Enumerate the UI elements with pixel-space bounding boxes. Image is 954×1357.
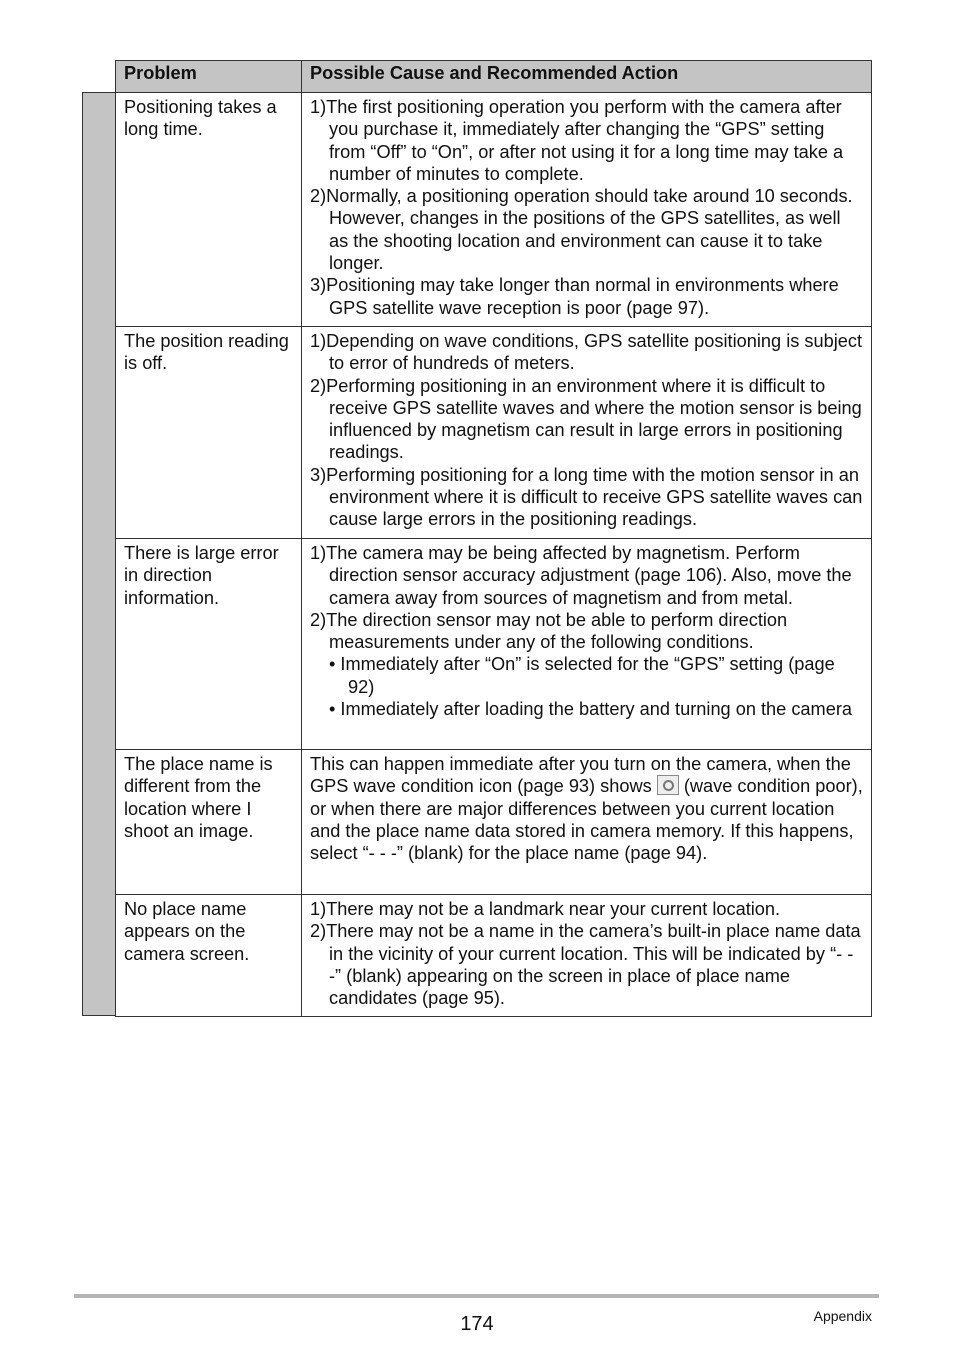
table-row xyxy=(116,327,872,539)
action-item: 3)Performing positioning for a long time with the motion sensor in an environment where it is difficult to receive GPS satellite waves can cause large errors in the positioning readings. xyxy=(310,464,863,530)
action-text: (wave condition poor), or when there are major differences between you current location and the place name data stored in camera memory. If this happens, select “- - -” (blank) for the place name (page 94). xyxy=(310,776,863,864)
action-item: 2)Performing positioning in an environment where it is difficult to receive GPS satellite waves and where the motion sensor is being influenced by magnetism can result in large errors in positioning readings. xyxy=(310,375,862,463)
action-cell xyxy=(302,895,872,1017)
action-item: 1)The camera may be being affected by magnetism. Perform direction sensor accuracy adjustment (page 106). Also, move the camera away from sources of magnetism and from metal. xyxy=(310,543,852,608)
action-item: 1)There may not be a landmark near your current location. xyxy=(310,899,781,919)
action-item: 1)Depending on wave conditions, GPS satellite positioning is subject to error of hundreds of meters. xyxy=(310,331,863,374)
wave-condition-poor-icon xyxy=(657,775,679,795)
table-row xyxy=(116,93,872,327)
table-row xyxy=(116,750,872,895)
action-cell xyxy=(302,539,872,750)
condition-bullet: • Immediately after loading the battery and turning on the camera xyxy=(329,699,852,720)
action-cell xyxy=(302,93,872,327)
action-cell xyxy=(302,327,872,539)
footer-rule xyxy=(74,1294,879,1298)
problem-cell: There is large error in direction information. xyxy=(116,539,302,750)
problem-cell: The position reading is off. xyxy=(116,327,302,539)
action-column-header: Possible Cause and Recommended Action xyxy=(302,61,872,93)
action-item: 1)The first positioning operation you perform with the camera after you purchase it, immediately after changing the “GPS” setting from “Off” to “On”, or after not using it for a long time may take a number of minutes to complete. xyxy=(310,97,844,184)
problem-cell: Positioning takes a long time. xyxy=(116,93,302,327)
action-item: 2)There may not be a name in the camera’s built-in place name data in the vicinity of your current location. This will be indicated by “- - -” (blank) appearing on the screen in place of place name candidates (page 95). xyxy=(310,921,861,1009)
page-number: 174 xyxy=(460,1313,494,1335)
action-text: This can happen immediate after you turn on the camera, when the GPS wave condition icon (page 93) shows xyxy=(310,754,851,797)
problem-column-header: Problem xyxy=(116,61,302,93)
troubleshooting-table xyxy=(115,60,872,1017)
action-cell xyxy=(302,750,872,895)
condition-bullet: • Immediately after “On” is selected for the “GPS” setting (page 92) xyxy=(329,654,835,697)
action-item: 3)Positioning may take longer than normal in environments where GPS satellite wave reception is poor (page 97). xyxy=(310,275,839,318)
section-label: Appendix xyxy=(813,1308,872,1324)
problem-cell: No place name appears on the camera screen. xyxy=(116,895,302,1017)
action-item: 2)The direction sensor may not be able to perform direction measurements under any of the following conditions. xyxy=(310,609,788,653)
table-row xyxy=(116,539,872,750)
section-side-tab xyxy=(82,92,115,1016)
action-item: 2)Normally, a positioning operation should take around 10 seconds. However, changes in the positions of the GPS satellites, as well as the shooting location and environment can cause it to take longer. xyxy=(310,186,853,274)
table-header-row xyxy=(116,61,872,93)
table-row xyxy=(116,895,872,1017)
problem-cell: The place name is different from the location where I shoot an image. xyxy=(116,750,302,895)
